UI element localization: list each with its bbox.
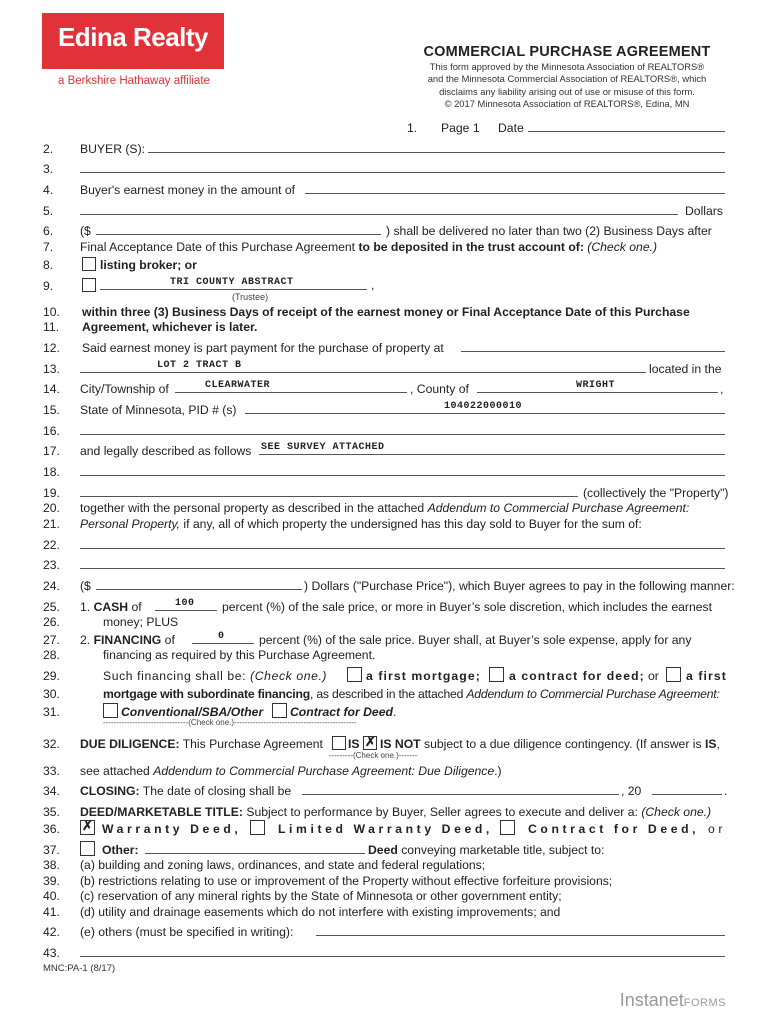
check-one-35: (Check one.) — [641, 805, 712, 819]
trustee-field[interactable] — [100, 289, 367, 290]
line-number-33: 33. — [43, 764, 60, 778]
contract-for-deed-31-label — [290, 705, 396, 719]
line-number-23: 23. — [43, 558, 60, 572]
a-first-label: a first — [686, 669, 727, 683]
line-number-41: 41. — [43, 905, 60, 919]
is-not-label: IS NOT — [380, 737, 421, 751]
line-number-2: 2. — [43, 142, 54, 156]
closing-year-field[interactable] — [652, 794, 722, 795]
line-number-21: 21. — [43, 517, 60, 531]
dollars-label: Dollars — [685, 204, 723, 218]
is-answer: IS — [704, 737, 717, 751]
check-one-31: --------------------------------(Check one.)---------------------------------------------- — [103, 718, 357, 727]
line-number-16: 16. — [43, 424, 60, 438]
legal-description-line-2[interactable] — [80, 475, 725, 476]
property-address-label: Said earnest money is part payment for the purchase of property at — [82, 341, 444, 355]
city-field[interactable] — [175, 392, 407, 393]
this-purchase-agreement: This Purchase Agreement — [179, 737, 323, 751]
date-field[interactable] — [528, 131, 725, 132]
forms-text: FORMS — [683, 997, 726, 1009]
approval-line-2: and the Minnesota Commercial Association of REALTORS®, which — [427, 73, 707, 85]
financing-of: of — [161, 633, 175, 647]
buyer-label: BUYER (S): — [80, 142, 146, 156]
close-paren-33: .) — [494, 764, 502, 778]
legal-description-label: and legally described as follows — [80, 444, 252, 458]
first-mortgage-subordinate-checkbox[interactable] — [666, 667, 681, 682]
line-33-text — [80, 764, 502, 778]
contract-for-deed-label: a contract for deed; — [509, 669, 645, 683]
addendum-30: Addendum to Commercial Purchase Agreement: — [466, 687, 720, 701]
cash-percent-value[interactable]: 100 — [175, 598, 195, 609]
or-36: or — [708, 822, 727, 836]
due-diligence-addendum: Addendum to Commercial Purchase Agreement: Due Diligence — [153, 764, 495, 778]
line-number-8: 8. — [43, 258, 54, 272]
due-diligence-is-not-checkbox[interactable] — [363, 736, 377, 750]
check-one-32: ---------(Check one.)------- — [329, 751, 418, 760]
or-29: or — [648, 669, 659, 683]
other-deed-checkbox[interactable] — [80, 841, 95, 856]
conventional-label: Conventional/SBA/Other — [121, 705, 264, 719]
line-number-39: 39. — [43, 874, 60, 888]
form-code: MNC:PA-1 (8/17) — [43, 963, 116, 974]
line-number-22: 22. — [43, 538, 60, 552]
listing-broker-label: listing broker; or — [100, 258, 197, 272]
line-number-37: 37. — [43, 843, 60, 857]
warranty-deed-checkbox[interactable] — [80, 820, 95, 835]
form-title: COMMERCIAL PURCHASE AGREEMENT — [423, 44, 711, 60]
period-34: . — [724, 784, 728, 798]
closing-word: CLOSING: — [80, 784, 140, 798]
county-value[interactable]: WRIGHT — [576, 380, 616, 391]
pid-field[interactable] — [245, 413, 725, 414]
line-number-25: 25. — [43, 600, 60, 614]
edina-realty-logo — [42, 13, 224, 69]
line-number-9: 9. — [43, 279, 54, 293]
other-conditions-line-2[interactable] — [80, 956, 725, 957]
subordinate-financing: mortgage with subordinate financing — [103, 687, 310, 701]
line-number-31: 31. — [43, 705, 60, 719]
buyer-field[interactable] — [148, 152, 725, 153]
limited-warranty-deed-checkbox[interactable] — [250, 820, 265, 835]
line-number-40: 40. — [43, 889, 60, 903]
as-described: , as described in the attached — [309, 687, 467, 701]
such-financing: Such financing shall be: — [103, 669, 251, 683]
purchase-sum-line-2[interactable] — [80, 568, 725, 569]
line-number-38: 38. — [43, 858, 60, 872]
warranty-deed-label: Warranty Deed, — [102, 822, 242, 836]
personal-property-ital: Personal Property, — [80, 517, 181, 531]
trustee-caption: (Trustee) — [232, 292, 269, 302]
legal-description-value[interactable]: SEE SURVEY ATTACHED — [261, 442, 385, 453]
line-number-32: 32. — [43, 737, 60, 751]
is-label: IS — [348, 737, 360, 751]
limited-warranty-deed-label: Limited Warranty Deed, — [278, 822, 493, 836]
approval-line-3: disclaims any liability arising out of use or misuse of this form. — [439, 85, 695, 97]
property-address-line-2[interactable] — [80, 372, 646, 373]
check-one-hint: (Check one.) — [583, 240, 658, 254]
condition-c: (c) reservation of any mineral rights by the State of Minnesota or other government entity; — [80, 889, 562, 903]
line-number-14: 14. — [43, 382, 60, 396]
financing-word: FINANCING — [93, 633, 162, 647]
final-acceptance-text: Final Acceptance Date of this Purchase Agreement — [80, 240, 359, 254]
earnest-amount-field[interactable] — [96, 234, 381, 235]
contract-for-deed-36-label: Contract for Deed, — [528, 822, 700, 836]
pid-value[interactable]: 104022000010 — [444, 401, 523, 412]
comma-14: , — [720, 382, 724, 396]
earnest-money-field[interactable] — [305, 193, 725, 194]
contract-for-deed-31: Contract for Deed — [290, 705, 393, 719]
cash-text: percent (%) of the sale price, or more in Buyer’s sole discretion, which includes the earnest — [222, 600, 712, 614]
financing-text: percent (%) of the sale price. Buyer shall, at Buyer’s sole expense, apply for any — [259, 633, 692, 647]
buyer-field-line-2[interactable] — [80, 172, 725, 173]
earnest-money-words-field[interactable] — [80, 214, 678, 215]
financing-required: financing as required by this Purchase Agreement. — [103, 648, 376, 662]
cash-label — [80, 600, 142, 614]
line-number-15: 15. — [43, 403, 60, 417]
line-number-42: 42. — [43, 925, 60, 939]
conveying-text: conveying marketable title, subject to: — [397, 843, 605, 857]
trustee-value[interactable]: TRI COUNTY ABSTRACT — [170, 277, 294, 288]
deed-word: Deed — [368, 843, 398, 857]
year-prefix: , 20 — [621, 784, 642, 798]
sold-to-buyer-text: if any, all of which property the undersigned has this day sold to Buyer for the sum of: — [180, 517, 642, 531]
cash-word: CASH — [93, 600, 129, 614]
condition-b: (b) restrictions relating to use or improvement of the Property without effective forfeiture provisions; — [80, 874, 613, 888]
comma: , — [371, 278, 375, 292]
line-number-3: 3. — [43, 162, 54, 176]
line-number-36: 36. — [43, 822, 60, 836]
logo-text: Edina Realty — [57, 22, 209, 52]
conventional-checkbox[interactable] — [103, 703, 118, 718]
closing-date-field[interactable] — [302, 794, 619, 795]
legal-description-line-3[interactable] — [80, 496, 578, 497]
line-number-27: 27. — [43, 633, 60, 647]
pid-label: State of Minnesota, PID # (s) — [80, 403, 237, 417]
county-label: , County of — [410, 382, 469, 396]
financing-percent-field[interactable] — [192, 643, 254, 644]
contract-for-deed-31-checkbox[interactable] — [272, 703, 287, 718]
comma-32: , — [716, 737, 720, 751]
personal-property-text: together with the personal property as described in the attached — [80, 501, 428, 515]
line-21-text — [80, 517, 642, 531]
line-20-text — [80, 501, 689, 515]
line-number-20: 20. — [43, 501, 60, 515]
condition-d: (d) utility and drainage easements which do not interfere with existing improvements; and — [80, 905, 561, 919]
line-number-43: 43. — [43, 946, 60, 960]
line-11-text: Agreement, whichever is later. — [82, 320, 258, 334]
deed-title-label: DEED/MARKETABLE TITLE: — [80, 805, 243, 819]
property-address-field[interactable] — [461, 351, 725, 352]
listing-broker-checkbox[interactable] — [82, 257, 96, 271]
pid-field-line-2[interactable] — [80, 434, 725, 435]
line-number-18: 18. — [43, 465, 60, 479]
financing-label — [80, 633, 175, 647]
line-number-1: 1. — [407, 121, 418, 135]
financing-type-label — [103, 669, 327, 683]
cash-of: of — [128, 600, 142, 614]
due-diligence-text — [80, 737, 323, 751]
affiliate-text: a Berkshire Hathaway affiliate — [58, 75, 210, 87]
line-number-29: 29. — [43, 669, 60, 683]
city-label: City/Township of — [80, 382, 169, 396]
contract-for-deed-36-checkbox[interactable] — [500, 820, 515, 835]
dollar-paren: ($ — [80, 224, 91, 238]
line-number-11: 11. — [43, 320, 60, 334]
due-diligence-is-checkbox[interactable] — [332, 736, 346, 750]
date-label: Date — [498, 121, 524, 135]
line-10-text: within three (3) Business Days of receipt of the earnest money or Final Acceptance Date of this Purchase — [82, 305, 690, 319]
other-deed-field[interactable] — [145, 853, 365, 854]
line-number-5: 5. — [43, 204, 54, 218]
line-30-text — [103, 687, 720, 701]
approval-line-1: This form approved by the Minnesota Association of REALTORS® — [429, 61, 705, 72]
line-number-19: 19. — [43, 486, 60, 500]
deed-title-text — [80, 805, 711, 819]
period-31: . — [392, 705, 397, 719]
instanet-forms-logo — [620, 990, 726, 1011]
check-one-29: (Check one.) — [250, 669, 328, 683]
line-number-35: 35. — [43, 805, 60, 819]
first-mortgage-checkbox[interactable] — [347, 667, 362, 682]
item-1: 1. — [80, 600, 94, 614]
deed-conveying — [368, 843, 604, 857]
line-number-30: 30. — [43, 687, 60, 701]
trust-account-text: to be deposited in the trust account of: — [358, 240, 584, 254]
county-field[interactable] — [477, 392, 718, 393]
instanet-text: Instanet — [619, 990, 684, 1010]
line-number-7: 7. — [43, 240, 54, 254]
line-number-26: 26. — [43, 615, 60, 629]
line-7-text — [80, 240, 657, 254]
legal-description-field[interactable] — [259, 454, 725, 455]
line-number-17: 17. — [43, 444, 60, 458]
purchase-price-text: ) Dollars ("Purchase Price"), which Buyer agrees to pay in the following manner: — [304, 579, 735, 593]
delivery-text: ) shall be delivered no later than two (2) Business Days after — [386, 224, 712, 238]
subject-to-text: subject to a due diligence contingency. (If answer is — [420, 737, 705, 751]
contract-for-deed-checkbox[interactable] — [489, 667, 504, 682]
closing-date-text: The date of closing shall be — [139, 784, 292, 798]
purchase-sum-field[interactable] — [80, 548, 725, 549]
condition-e: (e) others (must be specified in writing): — [80, 925, 294, 939]
line-number-10: 10. — [43, 305, 60, 319]
located-label: located in the — [649, 362, 722, 376]
is-not-text — [380, 737, 720, 751]
line-number-28: 28. — [43, 648, 60, 662]
seller-agrees: Subject to performance by Buyer, Seller agrees to execute and deliver a: — [242, 805, 642, 819]
financing-percent-value[interactable]: 0 — [218, 631, 225, 642]
line-number-34: 34. — [43, 784, 60, 798]
item-2: 2. — [80, 633, 94, 647]
line-number-12: 12. — [43, 341, 60, 355]
city-value[interactable]: CLEARWATER — [205, 380, 271, 391]
see-attached: see attached — [80, 764, 154, 778]
purchase-price-paren: ($ — [80, 579, 91, 593]
purchase-price-field[interactable] — [96, 589, 302, 590]
line-number-4: 4. — [43, 183, 54, 197]
earnest-money-label: Buyer's earnest money in the amount of — [80, 183, 296, 197]
cash-percent-field[interactable] — [155, 610, 217, 611]
other-label: Other: — [102, 843, 139, 857]
approval-notice — [408, 61, 726, 110]
condition-a: (a) building and zoning laws, ordinances, and state and federal regulations; — [80, 858, 486, 872]
page-label: Page 1 — [441, 121, 480, 135]
line-number-6: 6. — [43, 224, 54, 238]
money-plus: money; PLUS — [103, 615, 179, 629]
approval-line-4: © 2017 Minnesota Association of REALTORS®, Edina, MN — [444, 97, 690, 109]
line-number-13: 13. — [43, 362, 60, 376]
collectively-label: (collectively the "Property") — [583, 486, 729, 500]
line-number-24: 24. — [43, 579, 60, 593]
trustee-checkbox[interactable] — [82, 278, 96, 292]
closing-label — [80, 784, 291, 798]
due-diligence-label: DUE DILIGENCE: — [80, 737, 180, 751]
other-conditions-field[interactable] — [316, 935, 725, 936]
property-address-value[interactable]: LOT 2 TRACT B — [157, 360, 242, 371]
addendum-reference: Addendum to Commercial Purchase Agreement: — [427, 501, 690, 515]
first-mortgage-label: a first mortgage; — [366, 669, 481, 683]
